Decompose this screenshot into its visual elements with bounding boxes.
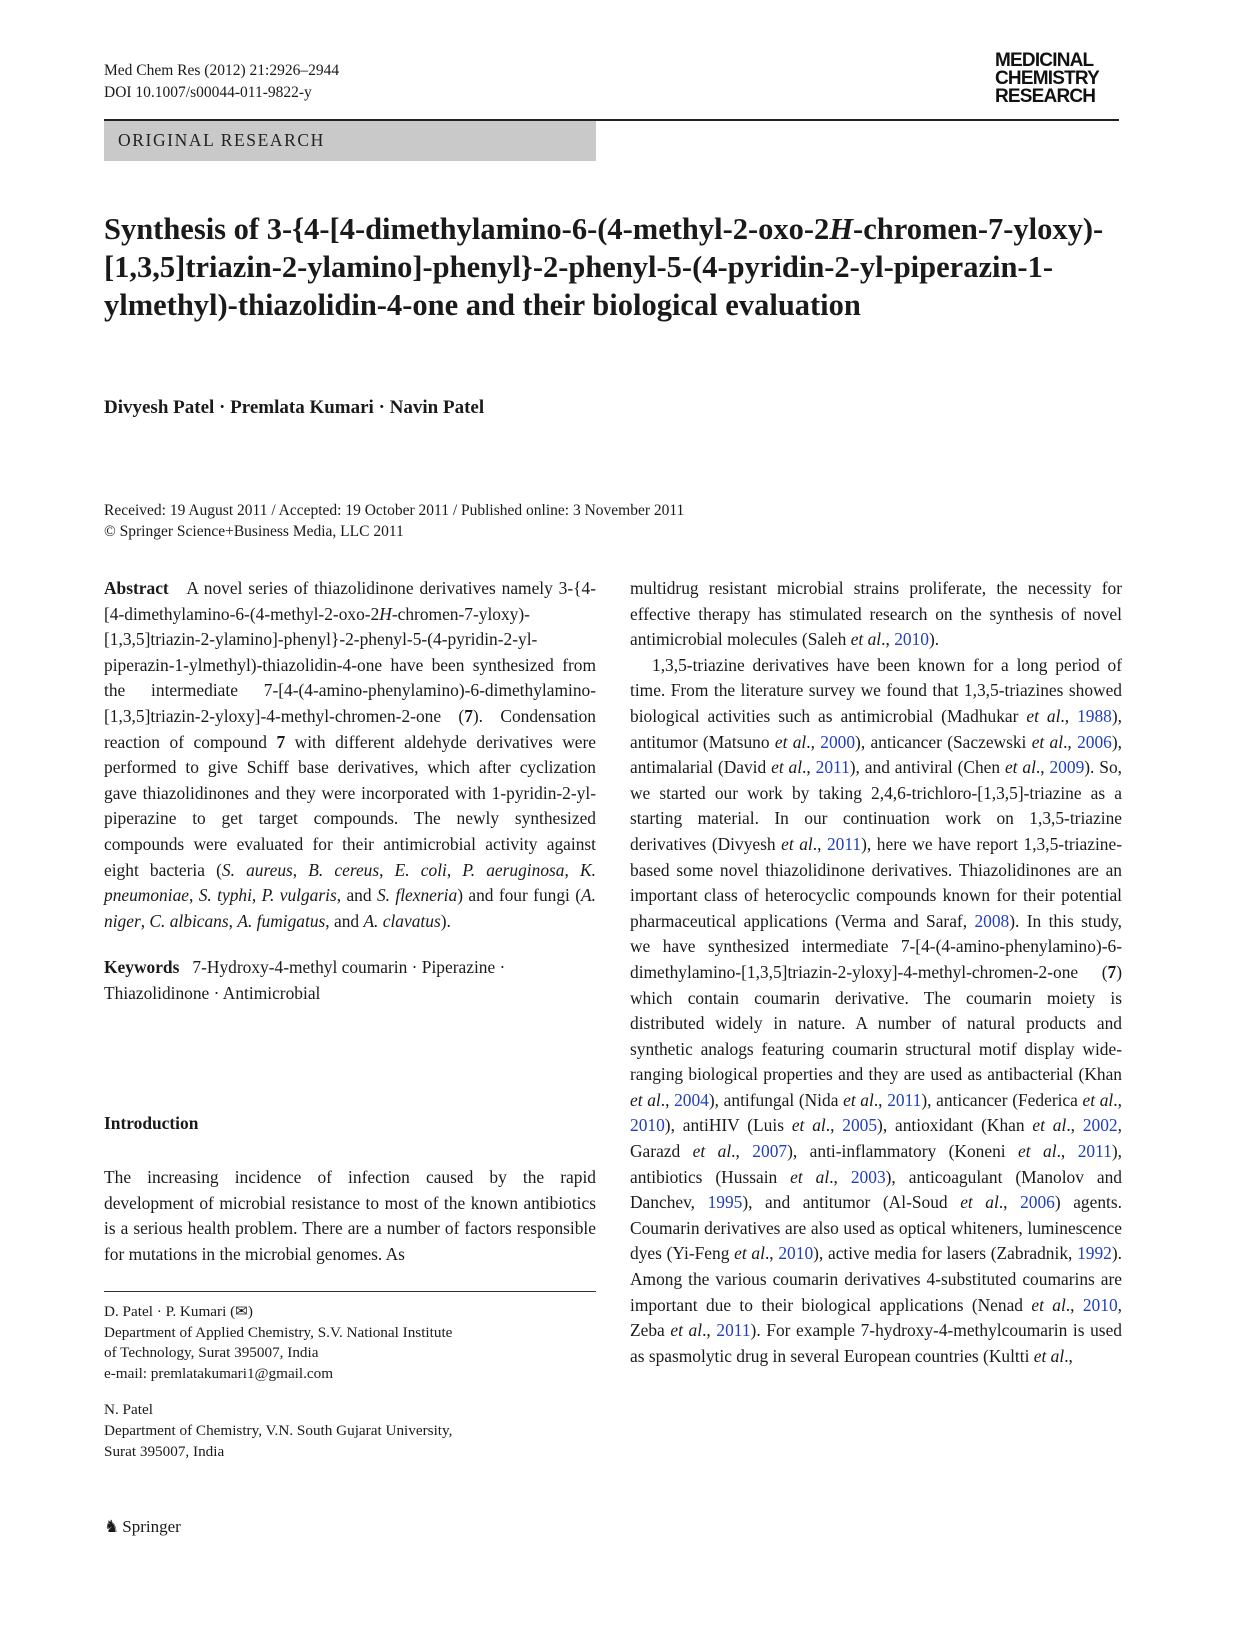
introduction-continued: multidrug resistant microbial strains proliferate, the necessity for effective therapy has stimulated research on the synthesis of novel antimicrobial molecules (Saleh et al., 2010). bbox=[630, 578, 1122, 650]
citation-link[interactable]: 2010 bbox=[630, 1115, 665, 1136]
citation-link[interactable]: 2007 bbox=[752, 1141, 788, 1162]
publisher-footer: ♞ Springer bbox=[104, 1517, 181, 1536]
italic-run: et al bbox=[960, 1192, 999, 1213]
italic-run: et al bbox=[1031, 731, 1064, 752]
italic-run: et al bbox=[670, 1320, 703, 1341]
italic-run: et al bbox=[1032, 1115, 1067, 1136]
text-run: ), antibiotics (Hussain bbox=[630, 1141, 1122, 1187]
italic-run: et al bbox=[1031, 1294, 1066, 1315]
text-run: ., bbox=[1063, 731, 1078, 752]
citation-link[interactable]: 2000 bbox=[820, 731, 856, 752]
article-title: Synthesis of 3-{4-[4-dimethylamino-6-(4-methyl-2-oxo-2H-chromen-7-yloxy)-[1,3,5]triazin-2-ylamino]-phenyl}-2-phenyl-5-(4-pyridin-2-yl-piperazin-1-ylmethyl)-thiazolidin-4-one and their biological evaluation bbox=[104, 212, 1104, 322]
text-run: ), anti-inflammatory (Koneni bbox=[787, 1141, 1019, 1162]
text-run: ., bbox=[660, 1089, 675, 1110]
text-run: ), antiHIV (Luis bbox=[664, 1115, 792, 1136]
citation-link[interactable]: 2010 bbox=[1082, 1294, 1118, 1315]
text-run: ., bbox=[802, 757, 816, 778]
italic-run: et al bbox=[1033, 1345, 1065, 1366]
text-run: ). Among the various coumarin derivatives 4-substituted coumarins are important due to their biological applications (Nenad bbox=[630, 1243, 1123, 1315]
citation-link[interactable]: 2011 bbox=[716, 1320, 751, 1341]
compound-number: 7 bbox=[1107, 961, 1117, 982]
italic-run: et al bbox=[774, 731, 807, 752]
text-run: , Garazd bbox=[630, 1115, 1122, 1162]
text-run: ., bbox=[825, 1115, 843, 1136]
affiliations: D. Patel · P. Kumari (✉) Department of Applied Chemistry, S.V. National Institute of Technology, Surat 395007, India e-mail: premlatakumari1@gmail.com N. Patel Department of Chemistry, V.N. South Gujarat University, Surat 395007, India bbox=[104, 1302, 596, 1462]
journal-logo: MEDICINAL CHEMISTRY RESEARCH bbox=[995, 50, 1099, 107]
citation-link[interactable]: 2010 bbox=[894, 629, 929, 650]
abstract: Abstract A novel series of thiazolidinone derivatives namely 3-{4-[4-dimethylamino-6-(4-methyl-2-oxo-2H-chromen-7-yloxy)-[1,3,5]triazin-2-ylamino]-phenyl}-2-phenyl-5-(4-pyridin-2-yl-piperazin-1-ylmethyl)-thiazolidin-4-one have been synthesized from the intermediate 7-[4-(4-amino-phenylamino)-6-dimethylamino-[1,3,5]triazin-2-yloxy]-4-methyl-chromen-2-one (7). Condensation reaction of compound 7 with different aldehyde derivatives were performed to give Schiff base derivatives, which after cyclization gave thiazolidinones and they were incorporated with 1-pyridin-2-yl-piperazine to get target compounds. The newly synthesized compounds were evaluated for their antimicrobial activity against eight bacteria (S. aureus, B. cereus, E. coli, P. aeruginosa, K. pneumoniae, S. typhi, P. vulgaris, and S. flexneria) and four fungi (A. niger, C. albicans, A. fumigatus, and A. clavatus). bbox=[104, 578, 597, 931]
text-run: 1,3,5-triazine derivatives have been known for a long period of time. From the literature survey we found that 1,3,5-triazines showed biological activities such as antimicrobial (Madhukar bbox=[630, 654, 1122, 726]
italic-run: et al bbox=[790, 1166, 830, 1187]
italic-run: et al bbox=[1026, 705, 1061, 726]
text-run: ., bbox=[812, 833, 827, 854]
keywords: Keywords 7-Hydroxy-4-methyl coumarin · Piperazine · Thiazolidinone · Antimicrobial bbox=[104, 957, 506, 1003]
text-run: ), here we have report 1,3,5-triazine-based some novel thiazolidinone derivatives. Thiazolidinones are an important class of heterocyclic compounds known for their potential pharmaceutical applications (Verma and Saraf, bbox=[630, 833, 1122, 931]
italic-run: et al bbox=[1018, 1141, 1057, 1162]
text-run: ), anticancer (Saczewski bbox=[855, 731, 1032, 752]
citation-link[interactable]: 2002 bbox=[1082, 1115, 1118, 1136]
copyright: © Springer Science+Business Media, LLC 2011 bbox=[104, 523, 404, 540]
text-run: ., bbox=[1035, 757, 1050, 778]
text-run: ., bbox=[873, 1089, 888, 1110]
right-column bbox=[630, 576, 1122, 1369]
text-run: ), antioxidant (Khan bbox=[877, 1115, 1033, 1136]
citation-link[interactable]: 2006 bbox=[1077, 731, 1112, 752]
text-run: ), and antiviral (Chen bbox=[849, 757, 1005, 778]
text-run: ., bbox=[1064, 1345, 1073, 1366]
text-run: ), antimalarial (David bbox=[630, 731, 1122, 778]
doi: DOI 10.1007/s00044-011-9822-y bbox=[104, 84, 312, 101]
text-run: ), anticancer (Federica bbox=[921, 1089, 1083, 1110]
text-run: ., bbox=[1060, 705, 1078, 726]
publication-dates bbox=[104, 500, 1004, 542]
citation-link[interactable]: 2008 bbox=[974, 910, 1010, 931]
introduction-heading: Introduction bbox=[104, 1113, 199, 1133]
citation-link[interactable]: 2011 bbox=[826, 833, 862, 854]
citation-link[interactable]: 2003 bbox=[850, 1166, 886, 1187]
springer-horse-icon: ♞ bbox=[104, 1517, 120, 1536]
text-run: ), anticoagulant (Manolov and Danchev, bbox=[630, 1166, 1122, 1213]
italic-run: et al bbox=[771, 757, 803, 778]
citation-link[interactable]: 2010 bbox=[778, 1243, 814, 1264]
text-run: ) which contain coumarin derivative. The coumarin moiety is distributed widely in nature. A number of natural products and synthetic analogs featuring coumarin structural motif display wide-ranging biological properties and they are used as antibacterial (Khan bbox=[630, 961, 1122, 1085]
italic-run: et al bbox=[734, 1243, 765, 1264]
citation-link[interactable]: 2011 bbox=[815, 757, 850, 778]
text-run: ., bbox=[1056, 1141, 1078, 1162]
italic-run: et al bbox=[692, 1141, 732, 1162]
citation-link[interactable]: 2006 bbox=[1020, 1192, 1055, 1213]
journal-citation: Med Chem Res (2012) 21:2926–2944 bbox=[104, 62, 340, 79]
text-run: ., bbox=[1065, 1294, 1083, 1315]
text-run: ., bbox=[998, 1192, 1021, 1213]
citation-link[interactable]: 1995 bbox=[707, 1192, 743, 1213]
text-run: ). For example 7-hydroxy-4-methylcoumarin is used as spasmolytic drug in several European countries (Kultti bbox=[630, 1320, 1122, 1366]
text-run: ), and antitumor (Al-Soud bbox=[742, 1192, 961, 1213]
text-run: ., bbox=[1066, 1115, 1083, 1136]
author-list: Divyesh Patel · Premlata Kumari · Navin Patel bbox=[104, 397, 485, 418]
italic-run: et al bbox=[1004, 757, 1036, 778]
text-run: ., bbox=[1113, 1089, 1122, 1110]
citation-link[interactable]: 1992 bbox=[1077, 1243, 1112, 1264]
citation-link[interactable]: 2005 bbox=[842, 1115, 878, 1136]
italic-run: et al bbox=[791, 1115, 826, 1136]
citation-link[interactable]: 2009 bbox=[1049, 757, 1085, 778]
introduction-paragraph-1: The increasing incidence of infection caused by the rapid development of microbial resistance to most of the known antibiotics is a serious health problem. There are a number of factors responsible for mutations in the microbial genomes. As bbox=[104, 1167, 596, 1264]
text-run: ., bbox=[806, 731, 821, 752]
text-run: ). So, we started our work by taking 2,4,6-trichloro-[1,3,5]-triazine as a starting material. In our continuation work on 1,3,5-triazine derivatives (Divyesh bbox=[630, 757, 1122, 854]
citation-link[interactable]: 2004 bbox=[674, 1089, 709, 1110]
italic-run: et al bbox=[781, 833, 813, 854]
text-run: ., bbox=[829, 1166, 851, 1187]
text-run: ), antifungal (Nida bbox=[708, 1089, 844, 1110]
text-run: , Zeba bbox=[630, 1294, 1122, 1341]
citation-link[interactable]: 2011 bbox=[887, 1089, 922, 1110]
text-run: ., bbox=[764, 1243, 779, 1264]
affiliation-rule bbox=[104, 1291, 596, 1292]
text-run: ) agents. Coumarin derivatives are also used as optical whiteners, luminescence dyes (Yi-Feng bbox=[630, 1192, 1122, 1264]
left-column bbox=[104, 576, 596, 1007]
text-run: ., bbox=[731, 1141, 753, 1162]
citation-link[interactable]: 1988 bbox=[1077, 705, 1112, 726]
keywords-heading: Keywords bbox=[104, 957, 180, 978]
abstract-heading: Abstract bbox=[104, 578, 169, 598]
italic-run: et al bbox=[630, 1089, 661, 1110]
text-run: ), active media for lasers (Zabradnik, bbox=[813, 1243, 1078, 1264]
history-dates: Received: 19 August 2011 / Accepted: 19 October 2011 / Published online: 3 November 2011 bbox=[104, 502, 685, 519]
text-run: ), antitumor (Matsuno bbox=[630, 705, 1122, 752]
italic-run: et al bbox=[1082, 1089, 1114, 1110]
section-label: ORIGINAL RESEARCH bbox=[118, 130, 325, 150]
journal-meta bbox=[104, 60, 339, 104]
text-run: ). In this study, we have synthesized intermediate 7-[4-(4-amino-phenylamino)-6-dimethylamino-[1,3,5]triazin-2-yloxy]-4-methyl-chromen-2-one ( bbox=[630, 910, 1122, 982]
introduction-paragraph-2 bbox=[630, 653, 1122, 1370]
text-run: ., bbox=[702, 1320, 717, 1341]
citation-link[interactable]: 2011 bbox=[1077, 1141, 1112, 1162]
italic-run: et al bbox=[843, 1089, 874, 1110]
email[interactable]: e-mail: premlatakumari1@gmail.com bbox=[104, 1364, 334, 1382]
